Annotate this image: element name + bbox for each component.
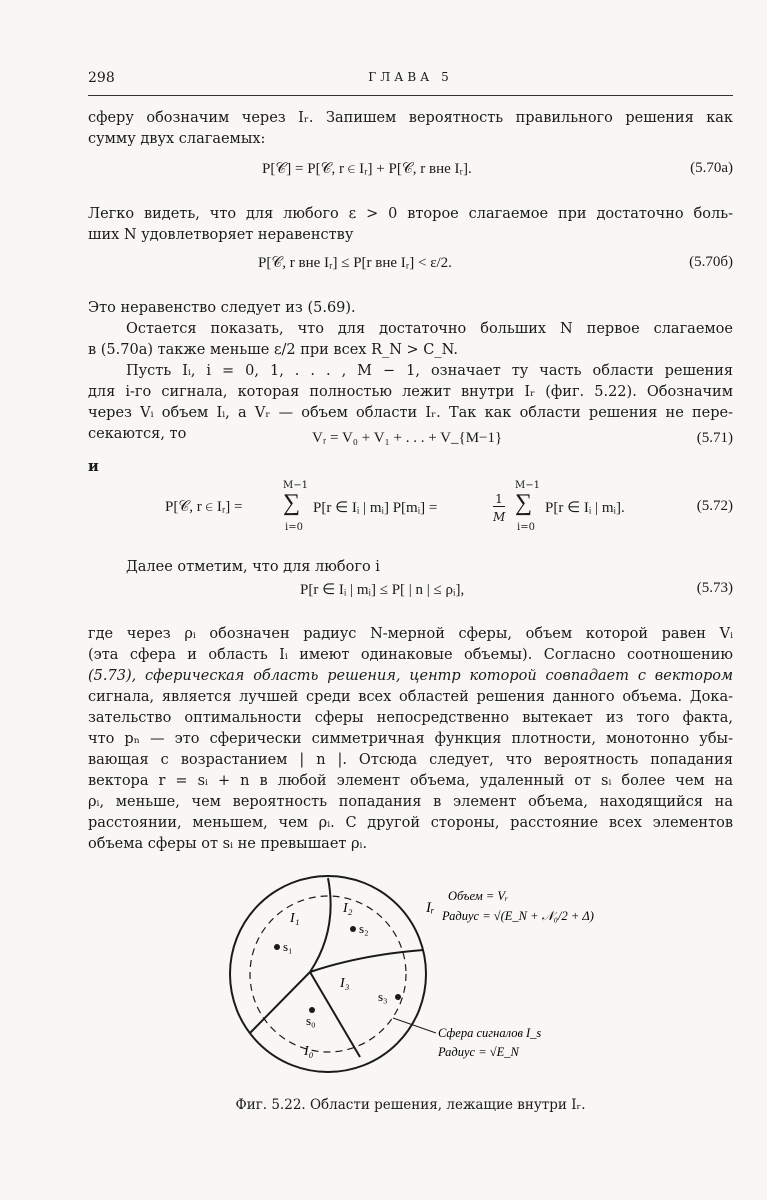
signal-label-s1: s₁ [283, 939, 293, 954]
sum-symbol: ∑ [283, 490, 301, 516]
header-rule [88, 95, 733, 96]
text-line: (эта сфера и область Iᵢ имеют одинаковые объемы). Согласно соотношению [88, 647, 733, 663]
text-line: Это неравенство следует из (5.69). [88, 300, 356, 316]
equation-5-73: P[r ∈ Iᵢ | mᵢ] ≤ P[ | n | ≤ ρᵢ], [300, 582, 465, 598]
outer-sphere-label: Iᵣ [426, 900, 435, 916]
equation-number: (5.72) [696, 498, 733, 514]
text-line: для i-го сигнала, которая полностью лежит внутри Iᵣ (фиг. 5.22). Обозначим [88, 384, 733, 400]
outer-volume-label: Объем = Vᵣ [448, 889, 509, 903]
text-line: ρᵢ, меньше, чем вероятность попадания в элемент объема, находящийся на [88, 794, 733, 810]
text-line: сумму двух слагаемых: [88, 131, 266, 147]
signal-point-s1 [274, 944, 280, 950]
region-label-i2: I₂ [343, 901, 353, 916]
text-line: Пусть Iᵢ, i = 0, 1, . . . , M − 1, означает ту часть области решения [126, 363, 733, 379]
fraction-denominator: M [493, 510, 506, 524]
sum-upper-limit: M−1 [283, 480, 308, 491]
text-line: секаются, то [88, 426, 187, 442]
signal-point-s2 [350, 926, 356, 932]
paragraph-3 [88, 298, 733, 445]
chapter-title: ГЛАВА 5 [368, 70, 453, 84]
eq-middle: P[r ∈ Iᵢ | mᵢ] P[mᵢ] = [313, 500, 438, 516]
text-line: Остается показать, что для достаточно больших N первое слагаемое [126, 321, 733, 337]
text-line: сигнала, является лучшей среди всех областей решения данного объема. Дока- [88, 689, 733, 705]
inner-sphere-label: Сфера сигналов I_s [438, 1026, 542, 1040]
paragraph-5 [88, 624, 733, 855]
text-line: в (5.70а) также меньше ε/2 при всех R_N > C_N. [88, 342, 459, 358]
equation-5-72 [165, 480, 635, 536]
sum-lower-limit: i=0 [517, 522, 535, 533]
paragraph-4: Далее отметим, что для любого i [126, 559, 380, 575]
equation-number: (5.70б) [689, 254, 733, 270]
text-line: через Vᵢ объем Iᵢ, а Vᵣ — объем области Iᵣ. Так как области решения не пере- [88, 405, 733, 421]
equation-5-70b: P[𝒞, r вне Iᵣ] ≤ P[r вне Iᵣ] < ε/2. [258, 255, 452, 271]
paragraph-2 [88, 204, 733, 246]
region-boundary [250, 972, 310, 1033]
figure-5-22 [200, 870, 640, 1080]
region-label-i3: I₃ [340, 976, 350, 991]
sum-symbol: ∑ [515, 490, 533, 516]
equation-number: (5.71) [696, 430, 733, 446]
outer-radius-label: Радиус = √(E_N + 𝒩₀/2 + Δ) [442, 909, 594, 923]
signal-sphere [250, 896, 406, 1052]
region-label-i0: I₀ [304, 1044, 314, 1059]
signal-point-s3 [395, 994, 401, 1000]
outer-sphere [230, 876, 426, 1072]
inner-radius-label: Радиус = √E_N [438, 1045, 519, 1059]
text-line: зательство оптимальности сферы непосредственно вытекает из того факта, [88, 710, 733, 726]
region-boundary [310, 878, 331, 972]
signal-label-s0: s₀ [306, 1013, 316, 1028]
page-header [88, 70, 733, 92]
text-line: ших N удовлетворяет неравенству [88, 227, 354, 243]
text-line: вающая с возрастанием | n |. Отсюда следует, что вероятность попадания [88, 752, 733, 768]
signal-label-s2: s₂ [359, 921, 369, 936]
equation-5-70a: P[𝒞] = P[𝒞, r ∈ Iᵣ] + P[𝒞, r вне Iᵣ]. [262, 161, 472, 177]
text-line: вектора r = sᵢ + n в любой элемент объема, удаленный от sᵢ более чем на [88, 773, 733, 789]
signal-label-s3: s₃ [378, 989, 388, 1004]
region-boundary [310, 972, 360, 1057]
equation-5-71: Vᵣ = V₀ + V₁ + . . . + V_{M−1} [312, 430, 503, 446]
text-line: что pₙ — это сферически симметричная функция плотности, монотонно убы- [88, 731, 733, 747]
sum-lower-limit: i=0 [285, 522, 303, 533]
eq-rhs: P[r ∈ Iᵢ | mᵢ]. [545, 500, 625, 516]
fraction-numerator: 1 [493, 492, 505, 507]
sum-upper-limit: M−1 [515, 480, 540, 491]
equation-number: (5.70а) [690, 160, 733, 176]
region-label-i1: I₁ [290, 911, 300, 926]
page-number: 298 [88, 70, 115, 86]
text-line: где через ρᵢ обозначен радиус N-мерной сферы, объем которой равен Vᵢ [88, 626, 733, 642]
text-line: (5.73), сферическая область решения, центр которой совпадает с вектором [88, 668, 733, 684]
text-line: объема сферы от sᵢ не превышает ρᵢ. [88, 836, 368, 852]
text-line: расстоянии, меньшем, чем ρᵢ. С другой стороны, расстояние всех элементов [88, 815, 733, 831]
text-line: сферу обозначим через Iᵣ. Запишем вероятность правильного решения как [88, 110, 733, 126]
text-line: Легко видеть, что для любого ε > 0 второе слагаемое при достаточно боль- [88, 206, 733, 222]
figure-caption: Фиг. 5.22. Области решения, лежащие внутри Iᵣ. [235, 1097, 586, 1113]
paragraph-1 [88, 108, 733, 150]
eq-lhs: P[𝒞, r ∈ Iᵣ] = [165, 499, 243, 515]
conjunction-and: и [88, 458, 99, 475]
equation-number: (5.73) [696, 580, 733, 596]
